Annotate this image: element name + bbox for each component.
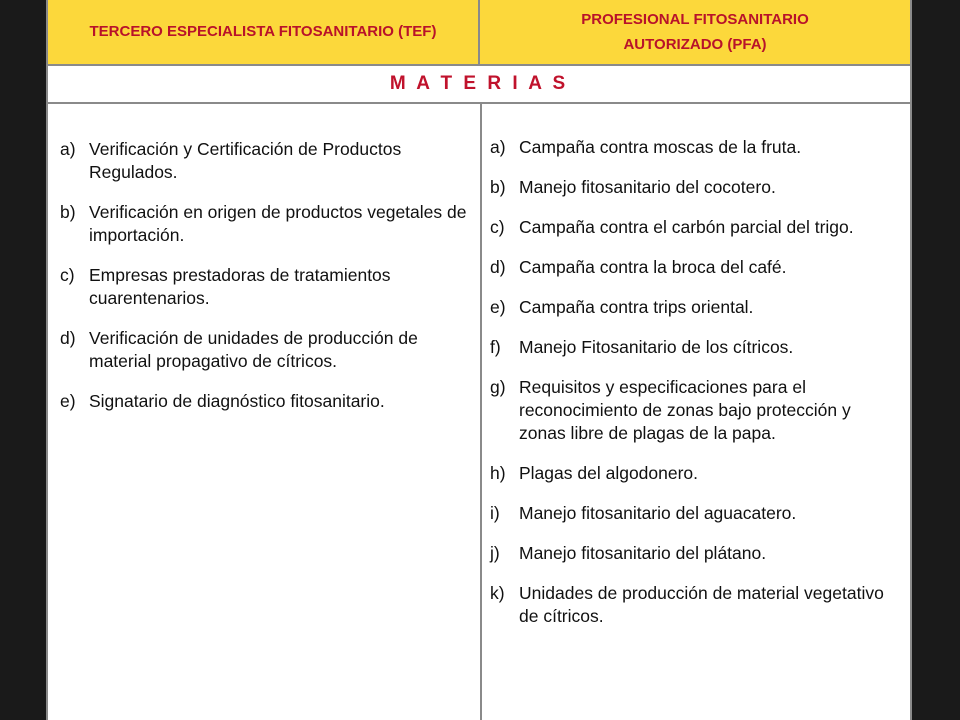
list-item: [490, 256, 900, 279]
list-text: Verificación y Certificación de Productos Regulados.: [89, 139, 402, 182]
list-item: [490, 582, 900, 628]
header-pfa-label: PROFESIONAL FITOSANITARIO AUTORIZADO (PFA): [581, 11, 809, 53]
list-item: [490, 502, 900, 525]
table-header-row: [48, 0, 910, 66]
list-text: Unidades de producción de material vegetativo de cítricos.: [519, 583, 884, 626]
list-text: Campaña contra el carbón parcial del trigo.: [519, 217, 854, 237]
list-marker: i): [490, 503, 500, 523]
list-text: Verificación en origen de productos vegetales de importación.: [89, 202, 467, 245]
list-item: [60, 138, 470, 184]
header-pfa: [480, 0, 910, 64]
list-item: [60, 327, 470, 373]
tef-subject-list: [60, 104, 470, 430]
list-marker: c): [490, 217, 505, 237]
list-item: [60, 264, 470, 310]
list-item: [490, 216, 900, 239]
list-text: Verificación de unidades de producción de material propagativo de cítricos.: [89, 328, 418, 371]
list-text: Requisitos y especificaciones para el reconocimiento de zonas bajo protección y zonas libre de plagas de la papa.: [519, 377, 851, 443]
list-item: [490, 376, 900, 445]
list-marker: f): [490, 337, 501, 357]
header-tef-label: TERCERO ESPECIALISTA FITOSANITARIO (TEF): [89, 23, 437, 40]
list-item: [490, 176, 900, 199]
materias-table: [46, 0, 912, 720]
list-text: Signatario de diagnóstico fitosanitario.: [89, 391, 385, 411]
list-text: Manejo Fitosanitario de los cítricos.: [519, 337, 794, 357]
list-marker: a): [490, 137, 506, 157]
slide-page: [46, 0, 912, 720]
list-marker: d): [60, 328, 76, 348]
list-text: Plagas del algodonero.: [519, 463, 699, 483]
list-text: Campaña contra la broca del café.: [519, 257, 787, 277]
list-text: Empresas prestadoras de tratamientos cuarentenarios.: [89, 265, 391, 308]
list-marker: g): [490, 377, 506, 397]
list-item: [60, 201, 470, 247]
list-item: [490, 336, 900, 359]
list-item: [60, 390, 470, 413]
list-text: Manejo fitosanitario del cocotero.: [519, 177, 776, 197]
list-marker: a): [60, 139, 76, 159]
list-marker: b): [60, 202, 76, 222]
list-text: Campaña contra moscas de la fruta.: [519, 137, 802, 157]
list-marker: j): [490, 543, 500, 563]
pfa-subject-list: [490, 104, 900, 645]
list-item: [490, 462, 900, 485]
list-marker: k): [490, 583, 505, 603]
list-marker: e): [60, 391, 76, 411]
list-marker: b): [490, 177, 506, 197]
list-item: [490, 542, 900, 565]
list-text: Campaña contra trips oriental.: [519, 297, 754, 317]
list-text: Manejo fitosanitario del plátano.: [519, 543, 767, 563]
header-tef: [48, 0, 480, 64]
list-text: Manejo fitosanitario del aguacatero.: [519, 503, 797, 523]
list-item: [490, 136, 900, 159]
section-title: M A T E R I A S: [48, 66, 910, 104]
list-marker: c): [60, 265, 75, 285]
list-marker: e): [490, 297, 506, 317]
list-marker: h): [490, 463, 506, 483]
list-item: [490, 296, 900, 319]
column-divider: [480, 104, 482, 720]
list-marker: d): [490, 257, 506, 277]
